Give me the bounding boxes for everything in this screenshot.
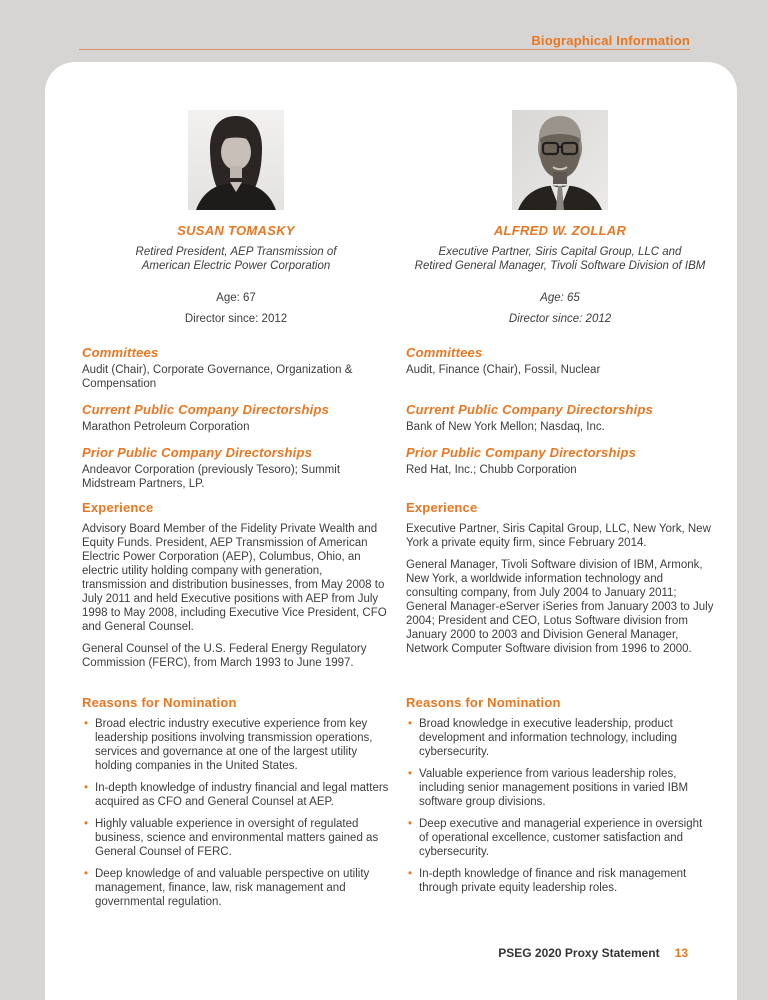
section-experience-right <box>406 500 714 695</box>
current-directorships-heading: Current Public Company Directorships <box>406 402 654 417</box>
reason-text: Highly valuable experience in oversight of regulated business, science and environmental matters gained as General Counsel of FERC. <box>95 818 379 858</box>
section-reasons-right <box>406 695 714 917</box>
bullet-icon: • <box>408 818 413 830</box>
prior-directorships-heading: Prior Public Company Directorships <box>406 445 637 460</box>
prior-directorships-heading: Prior Public Company Directorships <box>82 445 313 460</box>
experience-paragraph: Executive Partner, Siris Capital Group, LLC, New York, New York a private equity firm, since February 2014. <box>406 523 711 549</box>
current-directorships-heading: Current Public Company Directorships <box>82 402 330 417</box>
bullet-icon: • <box>84 868 89 880</box>
reason-text: Deep knowledge of and valuable perspective on utility management, finance, law, risk management and governmental regulation. <box>95 868 370 908</box>
experience-paragraph: Advisory Board Member of the Fidelity Private Wealth and Equity Funds. President, AEP Transmission of American Electric Power Corporation (AEP), Columbus, Ohio, an electric utility holding company with generation, transmission and distribution businesses, from May 2008 to July 2011 and held Executive positions with AEP from July 1998 to May 2008, including Executive Vice President, CFO and General Counsel. <box>82 523 387 633</box>
bullet-icon: • <box>408 718 413 730</box>
section-reasons-left <box>82 695 390 917</box>
director-name: SUSAN TOMASKY <box>177 223 295 238</box>
reasons-heading: Reasons for Nomination <box>82 695 237 710</box>
portrait-photo-alfred-zollar <box>512 110 608 210</box>
reasons-heading: Reasons for Nomination <box>406 695 561 710</box>
director-age: Age: 67 <box>216 292 256 304</box>
list-item <box>82 817 390 859</box>
director-age: Age: 65 <box>540 292 580 304</box>
section-experience-left <box>82 500 390 695</box>
list-item <box>406 767 714 809</box>
experience-paragraph: General Counsel of the U.S. Federal Energy Regulatory Commission (FERC), from March 1993 to June 1997. <box>82 643 367 669</box>
committees-heading: Committees <box>82 345 159 360</box>
experience-paragraph: General Manager, Tivoli Software division of IBM, Armonk, New York, a worldwide information technology and consulting company, from July 2004 to January 2011; General Manager-eServer iSeries from January 2003 to July 2004; President and CEO, Lotus Software division from January 2000 to 2003 and Division General Manager, Network Computer Software division from 1996 to 2000. <box>406 559 714 655</box>
list-item <box>406 867 714 895</box>
director-right-identity <box>406 62 714 345</box>
bullet-icon: • <box>84 818 89 830</box>
page-footer <box>498 946 688 960</box>
reason-text: Valuable experience from various leadership roles, including senior management positions in varied IBM software group divisions. <box>419 768 689 808</box>
committees-heading: Committees <box>406 345 483 360</box>
prior-directorships-text: Red Hat, Inc.; Chubb Corporation <box>406 464 577 476</box>
experience-heading: Experience <box>406 500 478 515</box>
footer-document-title: PSEG 2020 Proxy Statement <box>498 946 660 960</box>
list-item <box>82 717 390 773</box>
section-current-directorships-right <box>406 402 714 445</box>
director-since: Director since: 2012 <box>184 313 288 325</box>
bullet-icon: • <box>408 868 413 880</box>
section-committees-left <box>82 345 390 402</box>
experience-heading: Experience <box>82 500 154 515</box>
current-directorships-text: Marathon Petroleum Corporation <box>82 421 250 433</box>
page-header-title: Biographical Information <box>531 33 690 48</box>
committees-text: Audit (Chair), Corporate Governance, Organization & Compensation <box>82 364 353 390</box>
prior-directorships-text: Andeavor Corporation (previously Tesoro); Summit Midstream Partners, LP. <box>82 464 341 490</box>
list-item <box>406 817 714 859</box>
director-title-line2: American Electric Power Corporation <box>141 260 331 272</box>
reason-text: In-depth knowledge of finance and risk management through private equity leadership roles. <box>419 868 687 894</box>
list-item <box>406 717 714 759</box>
list-item <box>82 781 390 809</box>
reasons-list <box>406 717 714 895</box>
portrait-photo-susan-tomasky <box>188 110 284 210</box>
list-item <box>82 867 390 909</box>
current-directorships-text: Bank of New York Mellon; Nasdaq, Inc. <box>406 421 605 433</box>
section-prior-directorships-left <box>82 445 390 500</box>
reasons-list <box>82 717 390 909</box>
director-title-line1: Executive Partner, Siris Capital Group, LLC and <box>438 246 682 258</box>
director-name: ALFRED W. ZOLLAR <box>493 223 627 238</box>
reason-text: Deep executive and managerial experience in oversight of operational excellence, customer satisfaction and cybersecurity. <box>419 818 703 858</box>
reason-text: Broad knowledge in executive leadership, product development and information technology, including cybersecurity. <box>419 718 678 758</box>
bullet-icon: • <box>408 768 413 780</box>
section-prior-directorships-right <box>406 445 714 500</box>
bullet-icon: • <box>84 782 89 794</box>
header-rule <box>79 49 690 50</box>
bullet-icon: • <box>84 718 89 730</box>
director-since: Director since: 2012 <box>508 313 612 325</box>
content-card <box>45 62 737 1000</box>
section-committees-right <box>406 345 714 402</box>
footer-page-number: 13 <box>674 946 688 960</box>
reason-text: In-depth knowledge of industry financial and legal matters acquired as CFO and General Counsel at AEP. <box>95 782 389 808</box>
director-title-line1: Retired President, AEP Transmission of <box>135 246 337 258</box>
director-title-line2: Retired General Manager, Tivoli Software Division of IBM <box>414 260 706 272</box>
section-current-directorships-left <box>82 402 390 445</box>
committees-text: Audit, Finance (Chair), Fossil, Nuclear <box>406 364 601 376</box>
director-title <box>82 245 390 273</box>
two-column-grid <box>45 62 737 917</box>
reason-text: Broad electric industry executive experience from key leadership positions involving transmission operations, services and governance at one of the largest utility holding companies in the United States. <box>95 718 373 772</box>
director-left-identity <box>82 62 390 345</box>
director-title <box>406 245 714 273</box>
